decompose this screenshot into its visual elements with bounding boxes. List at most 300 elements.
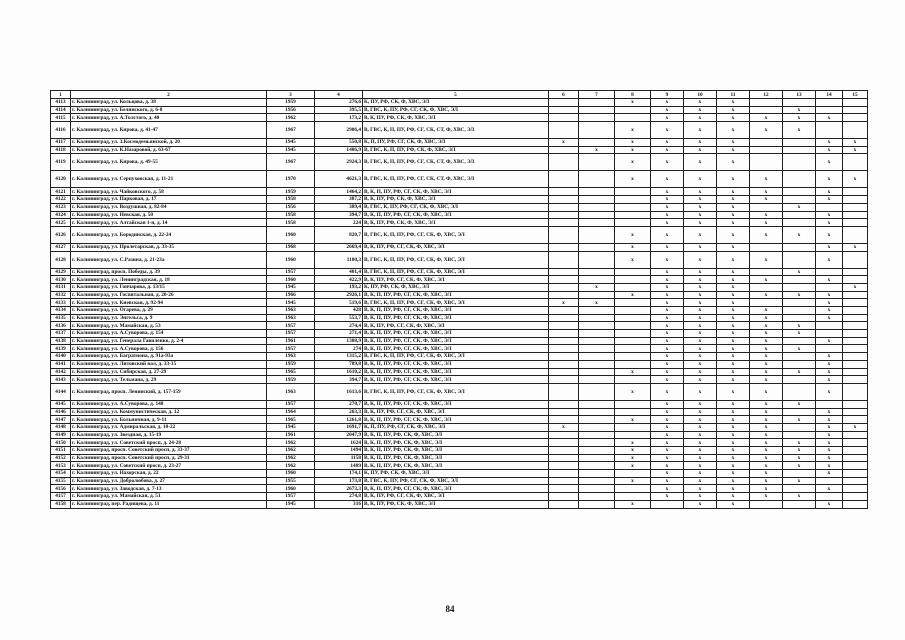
cell-col-15	[843, 400, 868, 408]
cell-col-12: x	[750, 226, 783, 243]
cell-col-15	[843, 454, 868, 462]
cell-col-9: x	[651, 154, 684, 171]
header-row	[51, 91, 868, 99]
cell-col-9: x	[651, 376, 684, 384]
cell-id: 4126	[51, 226, 71, 243]
cell-types: В, К, П, ПУ, РФ, СК, Ф, ХВС, ЭЛ	[363, 447, 549, 455]
header-cell: 11	[717, 91, 750, 99]
cell-col-8	[615, 283, 651, 291]
cell-col-7	[579, 139, 615, 147]
cell-col-14: x	[816, 462, 843, 470]
cell-col-15: x	[843, 283, 868, 291]
cell-col-8	[615, 493, 651, 501]
cell-col-14: x	[816, 139, 843, 147]
cell-types: В, К, П, ПУ, РФ, СГ, СК, Ф, ХВС, ЭЛ	[363, 211, 549, 219]
cell-col-15	[843, 493, 868, 501]
cell-col-6	[549, 500, 579, 508]
cell-col-11: x	[717, 454, 750, 462]
cell-col-8	[615, 400, 651, 408]
cell-types: В, ГВС, К, П, ПУ, РФ, СК, Ф, ХВС, ЭЛ	[363, 146, 549, 154]
cell-col-15	[843, 485, 868, 493]
cell-col-15	[843, 353, 868, 361]
cell-types: В, К, П, ПУ, РФ, СГ, СК, Ф, ХВС, ЭЛ	[363, 291, 549, 299]
cell-col-9: x	[651, 291, 684, 299]
cell-types: В, ГВС, К, ПУ, РФ, СГ, СК, Ф, ХВС, ЭЛ	[363, 477, 549, 485]
cell-id: 4141	[51, 360, 71, 368]
cell-col-10: x	[684, 307, 717, 315]
cell-year: 1965	[267, 368, 315, 376]
cell-year: 1959	[267, 360, 315, 368]
cell-area: 274	[315, 345, 363, 353]
cell-col-10: x	[684, 416, 717, 424]
cell-col-9: x	[651, 219, 684, 227]
table-row	[51, 106, 868, 114]
cell-col-6	[549, 283, 579, 291]
cell-col-14: x	[816, 188, 843, 196]
cell-col-9: x	[651, 322, 684, 330]
cell-col-13: x	[783, 114, 816, 122]
table-row	[51, 322, 868, 330]
cell-col-13	[783, 283, 816, 291]
table-row	[51, 268, 868, 276]
cell-col-14: x	[816, 376, 843, 384]
cell-col-8: x	[615, 146, 651, 154]
cell-col-15	[843, 211, 868, 219]
cell-addr: г. Калининград, просп. Советский просп, д. 33-37	[71, 447, 267, 455]
cell-id: 4149	[51, 431, 71, 439]
header-cell: 9	[651, 91, 684, 99]
cell-col-8	[615, 211, 651, 219]
cell-id: 4138	[51, 337, 71, 345]
cell-id: 4119	[51, 154, 71, 171]
cell-col-15	[843, 462, 868, 470]
cell-col-7	[579, 423, 615, 431]
cell-col-11: x	[717, 360, 750, 368]
cell-col-7	[579, 219, 615, 227]
cell-types: В, ГВС, К, П, ПУ, РФ, СГ, СК, Ф, ХВС, ЭЛ	[363, 383, 549, 400]
cell-col-14: x	[816, 431, 843, 439]
cell-col-6	[549, 345, 579, 353]
cell-col-11: x	[717, 106, 750, 114]
cell-col-13	[783, 353, 816, 361]
cell-col-10: x	[684, 345, 717, 353]
page-number: 84	[445, 604, 455, 614]
cell-col-8	[615, 353, 651, 361]
cell-types: В, К, П, ПУ, РФ, СГ, СК, Ф, ХВС, ЭЛ	[363, 376, 549, 384]
cell-col-13	[783, 485, 816, 493]
cell-id: 4144	[51, 383, 71, 400]
cell-types: В, К, П, ПУ, РФ, СГ, СК, Ф, ХВС, ЭЛ	[363, 330, 549, 338]
cell-year: 1945	[267, 299, 315, 307]
cell-col-11: x	[717, 353, 750, 361]
cell-col-10: x	[684, 299, 717, 307]
cell-types: В, К, ПУ, РФ, СК, Ф, ХВС, ЭЛ	[363, 500, 549, 508]
cell-col-15	[843, 330, 868, 338]
header-cell: 2	[71, 91, 267, 99]
cell-col-14	[816, 400, 843, 408]
cell-col-8	[615, 196, 651, 204]
cell-col-12: x	[750, 383, 783, 400]
cell-col-12	[750, 283, 783, 291]
cell-year: 1957	[267, 322, 315, 330]
cell-col-7	[579, 447, 615, 455]
cell-types: В, К, П, ПУ, РФ, СК, Ф, ХВС, ЭЛ	[363, 431, 549, 439]
cell-col-13	[783, 470, 816, 478]
cell-col-8	[615, 337, 651, 345]
cell-col-10: x	[684, 353, 717, 361]
cell-year: 1963	[267, 353, 315, 361]
cell-col-14: x	[816, 251, 843, 268]
cell-col-9: x	[651, 330, 684, 338]
cell-col-15: x	[843, 243, 868, 251]
cell-year: 1963	[267, 383, 315, 400]
cell-col-11: x	[717, 219, 750, 227]
cell-addr: г. Калининград, ул. З.Космодемьянской, д. 20	[71, 139, 267, 147]
cell-col-10: x	[684, 146, 717, 154]
cell-area: 422,9	[315, 276, 363, 284]
cell-col-12: x	[750, 188, 783, 196]
cell-types: В, ГВС, К, П, ПУ, РФ, СГ, СК, СТ, Ф, ХВС, ЭЛ	[363, 171, 549, 188]
cell-col-10: x	[684, 431, 717, 439]
cell-col-9: x	[651, 268, 684, 276]
cell-id: 4117	[51, 139, 71, 147]
cell-col-6	[549, 485, 579, 493]
cell-col-11: x	[717, 485, 750, 493]
cell-col-6	[549, 360, 579, 368]
cell-col-6	[549, 376, 579, 384]
cell-addr: г. Калининград, ул. Советский просп, д. 23-27	[71, 462, 267, 470]
table-row	[51, 139, 868, 147]
cell-col-9: x	[651, 337, 684, 345]
cell-types: В, ГВС, К, П, ПУ, РФ, СГ, СК, Ф, ХВС, ЭЛ	[363, 299, 549, 307]
cell-types: В, К, ПУ, РФ, СК, Ф, ХВС, ЭЛ	[363, 219, 549, 227]
table-row	[51, 493, 868, 501]
cell-col-10: x	[684, 493, 717, 501]
cell-id: 4133	[51, 299, 71, 307]
cell-col-9: x	[651, 203, 684, 211]
cell-types: В, К, П, ПУ, РФ, СГ, СК, Ф, ХВС, ЭЛ	[363, 307, 549, 315]
cell-col-7	[579, 462, 615, 470]
table-row	[51, 299, 868, 307]
cell-col-12: x	[750, 368, 783, 376]
cell-col-6	[549, 383, 579, 400]
cell-area: 820,7	[315, 226, 363, 243]
cell-col-14: x	[816, 423, 843, 431]
cell-addr: г. Калининград, ул. Киевская, д. 92-94	[71, 299, 267, 307]
cell-col-10: x	[684, 337, 717, 345]
cell-area: 395,5	[315, 106, 363, 114]
cell-col-15	[843, 196, 868, 204]
cell-col-11: x	[717, 447, 750, 455]
table-row	[51, 408, 868, 416]
cell-col-6: x	[549, 139, 579, 147]
cell-col-15	[843, 408, 868, 416]
cell-col-15: x	[843, 139, 868, 147]
cell-addr: г. Калининград, ул. Багратиона, д. 91а-93а	[71, 353, 267, 361]
cell-col-6	[549, 171, 579, 188]
header-cell: 13	[783, 91, 816, 99]
cell-types: В, К, П, ПУ, РФ, СГ, СК, Ф, ХВС, ЭЛ	[363, 416, 549, 424]
table-row	[51, 314, 868, 322]
cell-col-10: x	[684, 360, 717, 368]
header-cell: 14	[816, 91, 843, 99]
cell-col-7: x	[579, 146, 615, 154]
cell-col-6	[549, 447, 579, 455]
cell-year: 1962	[267, 447, 315, 455]
cell-col-13	[783, 307, 816, 315]
cell-area: 174,1	[315, 470, 363, 478]
cell-col-6	[549, 106, 579, 114]
cell-col-9: x	[651, 188, 684, 196]
cell-addr: г. Калининград, ул. Коммунистическая, д. 12	[71, 408, 267, 416]
cell-col-9: x	[651, 211, 684, 219]
cell-col-10: x	[684, 226, 717, 243]
cell-col-9: x	[651, 493, 684, 501]
cell-area: 2047,9	[315, 431, 363, 439]
cell-area: 1489	[315, 462, 363, 470]
cell-year: 1962	[267, 462, 315, 470]
cell-col-11: x	[717, 439, 750, 447]
cell-types: В, ГВС, К, П, ПУ, РФ, СГ, СК, СТ, Ф, ХВС, ЭЛ	[363, 154, 549, 171]
cell-col-13	[783, 423, 816, 431]
cell-year: 1957	[267, 268, 315, 276]
cell-col-6	[549, 114, 579, 122]
cell-year: 1957	[267, 493, 315, 501]
cell-col-15	[843, 106, 868, 114]
cell-id: 4122	[51, 196, 71, 204]
cell-col-8	[615, 470, 651, 478]
header-cell: 12	[750, 91, 783, 99]
cell-col-11: x	[717, 416, 750, 424]
cell-col-10: x	[684, 383, 717, 400]
cell-col-8	[615, 408, 651, 416]
cell-col-7	[579, 330, 615, 338]
cell-col-14: x	[816, 447, 843, 455]
cell-col-11: x	[717, 154, 750, 171]
cell-col-13	[783, 276, 816, 284]
cell-col-8	[615, 330, 651, 338]
cell-col-10: x	[684, 439, 717, 447]
cell-area: 2924,3	[315, 154, 363, 171]
cell-area: 401,4	[315, 268, 363, 276]
cell-addr: г. Калининград, ул. Алтайская 1-я, д. 14	[71, 219, 267, 227]
cell-col-9: x	[651, 408, 684, 416]
cell-col-12: x	[750, 291, 783, 299]
cell-col-11: x	[717, 114, 750, 122]
cell-col-8: x	[615, 171, 651, 188]
cell-col-7	[579, 345, 615, 353]
cell-col-8	[615, 276, 651, 284]
cell-area: 263,3	[315, 408, 363, 416]
header-cell: 1	[51, 91, 71, 99]
header-cell: 15	[843, 91, 868, 99]
cell-id: 4130	[51, 276, 71, 284]
cell-col-10: x	[684, 251, 717, 268]
cell-area: 2669,4	[315, 243, 363, 251]
table-row	[51, 462, 868, 470]
cell-id: 4118	[51, 146, 71, 154]
cell-col-15	[843, 276, 868, 284]
header-cell: 4	[315, 91, 363, 99]
cell-col-10: x	[684, 106, 717, 114]
cell-id: 4135	[51, 314, 71, 322]
cell-year: 1963	[267, 307, 315, 315]
table-row	[51, 337, 868, 345]
cell-col-9: x	[651, 114, 684, 122]
cell-col-11: x	[717, 376, 750, 384]
cell-col-14: x	[816, 500, 843, 508]
cell-col-15	[843, 188, 868, 196]
cell-col-14: x	[816, 408, 843, 416]
cell-col-10: x	[684, 408, 717, 416]
cell-addr: г. Калининград, просп. Советский просп, д. 29-31	[71, 454, 267, 462]
cell-id: 4158	[51, 500, 71, 508]
cell-year: 1963	[267, 314, 315, 322]
cell-id: 4142	[51, 368, 71, 376]
cell-col-7	[579, 322, 615, 330]
cell-col-14: x	[816, 299, 843, 307]
cell-col-14: x	[816, 114, 843, 122]
table-row	[51, 416, 868, 424]
cell-col-14: x	[816, 276, 843, 284]
cell-types: В, ГВС, К, ПУ, РФ, СГ, СК, Ф, ХВС, ЭЛ	[363, 106, 549, 114]
cell-id: 4132	[51, 291, 71, 299]
cell-addr: г. Калининград, ул. Чайковского, д. 58	[71, 188, 267, 196]
cell-col-11: x	[717, 345, 750, 353]
cell-addr: г. Калининград, ул. Кирова, д. 49-55	[71, 154, 267, 171]
cell-col-15	[843, 368, 868, 376]
cell-col-13	[783, 139, 816, 147]
cell-col-15	[843, 360, 868, 368]
cell-col-10: x	[684, 477, 717, 485]
cell-col-14: x	[816, 485, 843, 493]
cell-col-9: x	[651, 368, 684, 376]
cell-col-9: x	[651, 171, 684, 188]
cell-col-11: x	[717, 314, 750, 322]
cell-year: 1957	[267, 330, 315, 338]
cell-col-6: x	[549, 423, 579, 431]
cell-col-6	[549, 211, 579, 219]
cell-year: 1945	[267, 500, 315, 508]
cell-col-14	[816, 268, 843, 276]
cell-col-14	[816, 122, 843, 139]
cell-area: 1308,9	[315, 337, 363, 345]
cell-col-14	[816, 330, 843, 338]
cell-col-6	[549, 314, 579, 322]
cell-col-6	[549, 146, 579, 154]
cell-col-13	[783, 314, 816, 322]
cell-col-12: x	[750, 276, 783, 284]
cell-col-14: x	[816, 307, 843, 315]
cell-area: 1613,6	[315, 383, 363, 400]
cell-col-13	[783, 99, 816, 107]
cell-col-11: x	[717, 493, 750, 501]
cell-col-6	[549, 251, 579, 268]
cell-area: 1486,9	[315, 146, 363, 154]
cell-area: 1100,3	[315, 251, 363, 268]
cell-col-11: x	[717, 243, 750, 251]
cell-col-10: x	[684, 291, 717, 299]
cell-col-9: x	[651, 226, 684, 243]
cell-year: 1966	[267, 291, 315, 299]
cell-col-13: x	[783, 462, 816, 470]
cell-addr: г. Калининград, ул. С.Разина, д. 21-23а	[71, 251, 267, 268]
cell-area: 193,2	[315, 283, 363, 291]
cell-id: 4129	[51, 268, 71, 276]
cell-year: 1945	[267, 423, 315, 431]
cell-col-10: x	[684, 203, 717, 211]
cell-col-8: x	[615, 99, 651, 107]
cell-col-14: x	[816, 219, 843, 227]
cell-types: К, ПУ, РФ, СК, Ф, ХВС, ЭЛ	[363, 470, 549, 478]
cell-col-11: x	[717, 337, 750, 345]
cell-area: 270,7	[315, 400, 363, 408]
cell-col-12: x	[750, 307, 783, 315]
cell-addr: г. Калининград, ул. Парковая, д. 17	[71, 196, 267, 204]
cell-col-10: x	[684, 219, 717, 227]
cell-year: 1958	[267, 211, 315, 219]
cell-addr: г. Калининград, ул. А.Суворова, д. 154	[71, 330, 267, 338]
cell-col-11: x	[717, 139, 750, 147]
cell-col-11: x	[717, 171, 750, 188]
cell-col-12: x	[750, 454, 783, 462]
cell-col-6	[549, 196, 579, 204]
cell-area: 2673,3	[315, 485, 363, 493]
cell-col-6	[549, 188, 579, 196]
cell-addr: г. Калининград, ул. Генерала Гавиленко, д. 2-4	[71, 337, 267, 345]
table-row	[51, 203, 868, 211]
table-row	[51, 500, 868, 508]
cell-area: 276,6	[315, 99, 363, 107]
cell-col-10: x	[684, 99, 717, 107]
cell-col-15	[843, 345, 868, 353]
cell-col-11: x	[717, 203, 750, 211]
cell-col-11: x	[717, 477, 750, 485]
cell-col-13	[783, 299, 816, 307]
cell-addr: г. Калининград, ул. Добролюбова, д. 27	[71, 477, 267, 485]
cell-addr: г. Калининград, ул. Огарева, д. 29	[71, 307, 267, 315]
cell-col-13: x	[783, 400, 816, 408]
cell-types: В, К, П, ПУ, РФ, СК, Ф, ХВС, ЭЛ	[363, 439, 549, 447]
cell-col-12	[750, 106, 783, 114]
cell-col-8	[615, 188, 651, 196]
cell-col-6	[549, 454, 579, 462]
cell-col-13: x	[783, 291, 816, 299]
cell-id: 4155	[51, 477, 71, 485]
cell-col-6	[549, 99, 579, 107]
table-row	[51, 454, 868, 462]
cell-col-10: x	[684, 462, 717, 470]
cell-col-11: x	[717, 322, 750, 330]
cell-col-10: x	[684, 368, 717, 376]
cell-types: К, ПУ, РФ, СК, Ф, ХВС, ЭЛ	[363, 99, 549, 107]
cell-types: В, ГВС, К, ПУ, РФ, СГ, СК, Ф, ХВС, ЭЛ	[363, 203, 549, 211]
cell-col-8: x	[615, 368, 651, 376]
cell-addr: г. Калининград, ул. А.Суворова, д. 148	[71, 400, 267, 408]
cell-year: 1956	[267, 203, 315, 211]
cell-col-9: x	[651, 314, 684, 322]
cell-col-12: x	[750, 423, 783, 431]
cell-year: 1962	[267, 114, 315, 122]
cell-col-14: x	[816, 383, 843, 400]
cell-col-8: x	[615, 447, 651, 455]
cell-col-14: x	[816, 196, 843, 204]
cell-col-9: x	[651, 462, 684, 470]
cell-col-12	[750, 243, 783, 251]
cell-id: 4134	[51, 307, 71, 315]
cell-types: В, ГВС, К, П, ПУ, РФ, СГ, СК, Ф, ХВС, ЭЛ	[363, 251, 549, 268]
cell-area: 2906,4	[315, 122, 363, 139]
